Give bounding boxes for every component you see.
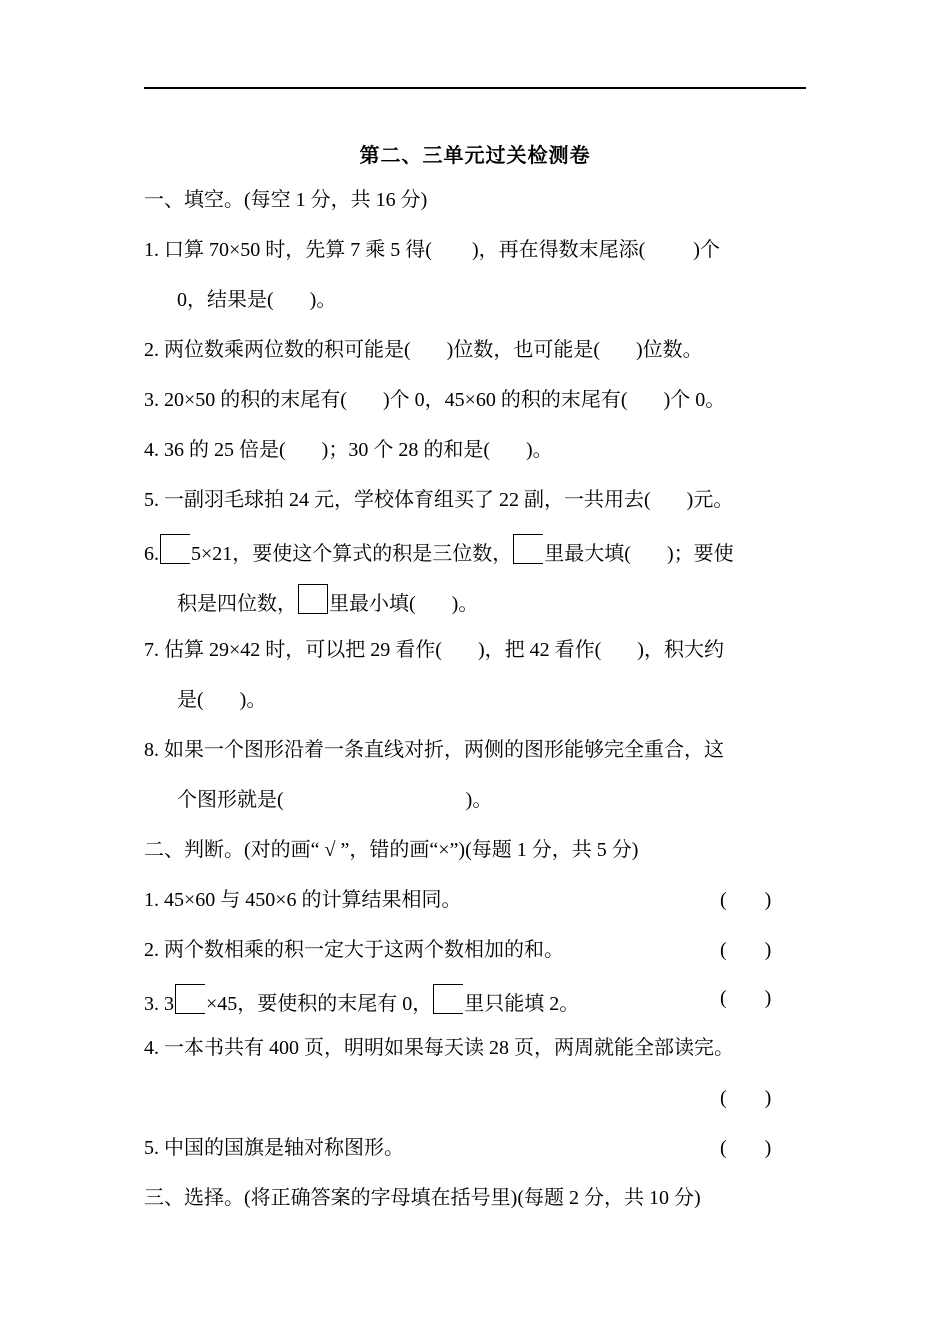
s2-q2: 2. 两个数相乘的积一定大于这两个数相加的和。	[144, 939, 564, 961]
judge-answer[interactable]: ( )	[720, 1137, 772, 1159]
page-title: 第二、三单元过关检测卷	[359, 145, 591, 167]
section3-heading: 三、选择。(将正确答案的字母填在括号里)(每题 2 分，共 10 分)	[144, 1187, 701, 1209]
s2-q3: 3. 3 ×45，要使积的末尾有 0， 里只能填 2。	[144, 984, 579, 1012]
digit-box[interactable]	[433, 984, 463, 1014]
digit-box[interactable]	[175, 984, 205, 1014]
s1-q7-line2: 是( )。	[177, 689, 267, 711]
s2-q5: 5. 中国的国旗是轴对称图形。	[144, 1137, 404, 1159]
s1-q7-line1: 7. 估算 29×42 时，可以把 29 看作( )，把 42 看作( )，积大约	[144, 639, 724, 661]
digit-box[interactable]	[513, 534, 543, 564]
s1-q8-line1: 8. 如果一个图形沿着一条直线对折，两侧的图形能够完全重合，这	[144, 739, 724, 761]
judge-answer[interactable]: ( )	[720, 939, 772, 961]
judge-answer[interactable]: ( )	[720, 987, 772, 1009]
judge-answer[interactable]: ( )	[720, 1087, 772, 1109]
s1-q6-line2: 积是四位数， 里最小填( )。	[177, 584, 478, 612]
s2-q4: 4. 一本书共有 400 页，明明如果每天读 28 页，两周就能全部读完。	[144, 1037, 734, 1059]
s1-q1-line2: 0，结果是( )。	[177, 289, 337, 311]
section2-heading: 二、判断。(对的画“ √ ”，错的画“×”)(每题 1 分，共 5 分)	[144, 839, 639, 861]
s1-q1-line1: 1. 口算 70×50 时，先算 7 乘 5 得( )，再在得数末尾添( )个	[144, 239, 720, 261]
digit-box[interactable]	[160, 534, 190, 564]
s2-q1: 1. 45×60 与 450×6 的计算结果相同。	[144, 889, 462, 911]
section1-heading: 一、填空。(每空 1 分，共 16 分)	[144, 189, 428, 211]
s1-q6-line1: 6. 5×21，要使这个算式的积是三位数， 里最大填( )；要使	[144, 534, 734, 562]
s1-q5: 5. 一副羽毛球拍 24 元，学校体育组买了 22 副，一共用去( )元。	[144, 489, 734, 511]
s1-q2: 2. 两位数乘两位数的积可能是( )位数，也可能是( )位数。	[144, 339, 703, 361]
s1-q4: 4. 36 的 25 倍是( )；30 个 28 的和是( )。	[144, 439, 553, 461]
header-rule	[144, 87, 806, 89]
digit-box[interactable]	[298, 584, 328, 614]
judge-answer[interactable]: ( )	[720, 889, 772, 911]
s1-q8-line2: 个图形就是( )。	[177, 789, 493, 811]
s1-q3: 3. 20×50 的积的末尾有( )个 0，45×60 的积的末尾有( )个 0。	[144, 389, 726, 411]
